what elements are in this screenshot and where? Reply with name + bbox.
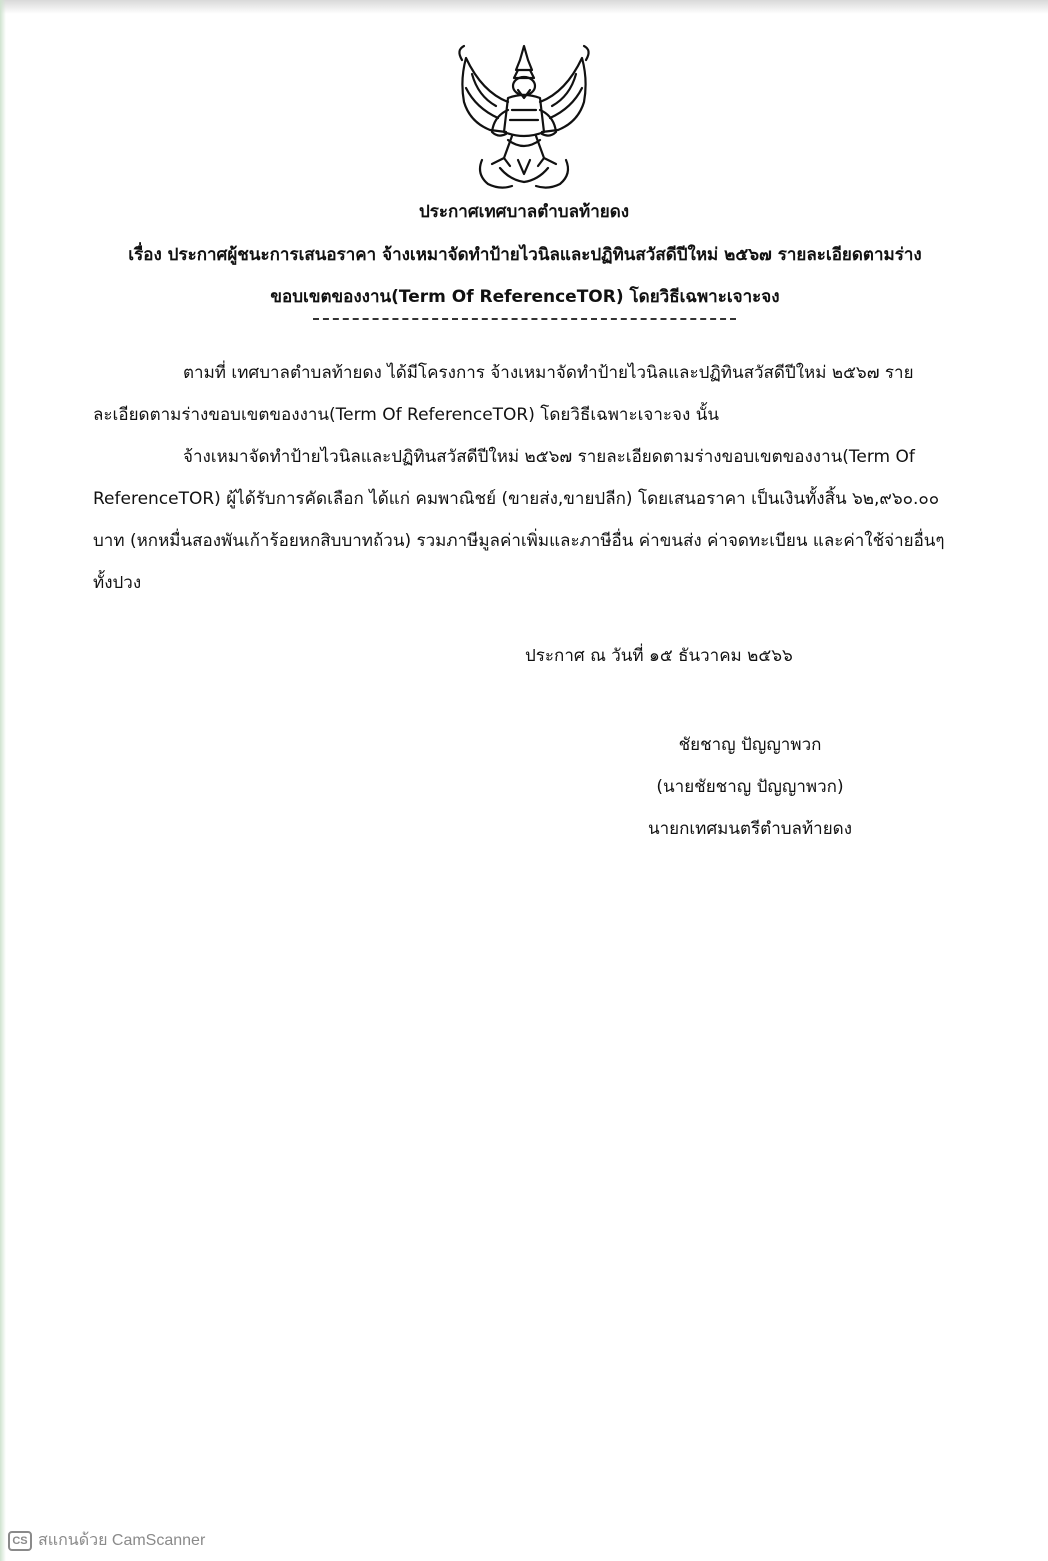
announcement-date: ประกาศ ณ วันที่ ๑๕ ธันวาคม ๒๕๖๖ (525, 646, 793, 666)
watermark-text: สแกนด้วย CamScanner (38, 1532, 206, 1549)
body-paragraph: ตามที่ เทศบาลตำบลท้ายดง ได้มีโครงการ จ้างเหมาจัดทำป้ายไวนิลและปฏิทินสวัสดีปีใหม่ ๒๕๖๗ รายละเอียดตามร่างขอบเขตของงาน(Term Of ReferenceTOR) โดยวิธีเฉพาะเจาะจง นั้น (93, 363, 914, 425)
signatory-printed-name: (นายชัยชาญ ปัญญาพวก) (656, 777, 844, 797)
dashed-separator (313, 318, 736, 320)
subject-line: ขอบเขตของงาน(Term Of ReferenceTOR) โดยวิธีเฉพาะเจาะจง (270, 287, 780, 307)
signature-name: ชัยชาญ ปัญญาพวก (678, 735, 822, 755)
camscanner-watermark (8, 1528, 205, 1553)
document-body (93, 352, 948, 604)
document-subject (90, 234, 960, 318)
signature-block (600, 724, 900, 850)
scan-edge-tint (0, 0, 6, 1561)
signatory-position: นายกเทศมนตรีตำบลท้ายดง (647, 819, 853, 839)
body-paragraph: จ้างเหมาจัดทำป้ายไวนิลและปฏิทินสวัสดีปีใหม่ ๒๕๖๗ รายละเอียดตามร่างขอบเขตของงาน(Term Of ReferenceTOR) ผู้ได้รับการคัดเลือก ได้แก่ คมพาณิชย์ (ขายส่ง,ขายปลีก) โดยเสนอราคา เป็นเงินทั้งสิ้น ๖๒,๙๖๐.๐๐ บาท (หกหมื่นสองพันเก้าร้อยหกสิบบาทถ้วน) รวมภาษีมูลค่าเพิ่มและภาษีอื่น ค่าขนส่ง ค่าจดทะเบียน และค่าใช้จ่ายอื่นๆ ทั้งปวง (93, 447, 945, 593)
scan-edge-shadow (0, 0, 1048, 14)
document-title: ประกาศเทศบาลตำบลท้ายดง (418, 202, 630, 222)
garuda-emblem-icon (452, 40, 596, 192)
subject-line: เรื่อง ประกาศผู้ชนะการเสนอราคา จ้างเหมาจัดทำป้ายไวนิลและปฏิทินสวัสดีปีใหม่ ๒๕๖๗ รายละเอียดตามร่าง (128, 245, 922, 265)
camscanner-logo-icon: CS (8, 1531, 32, 1551)
